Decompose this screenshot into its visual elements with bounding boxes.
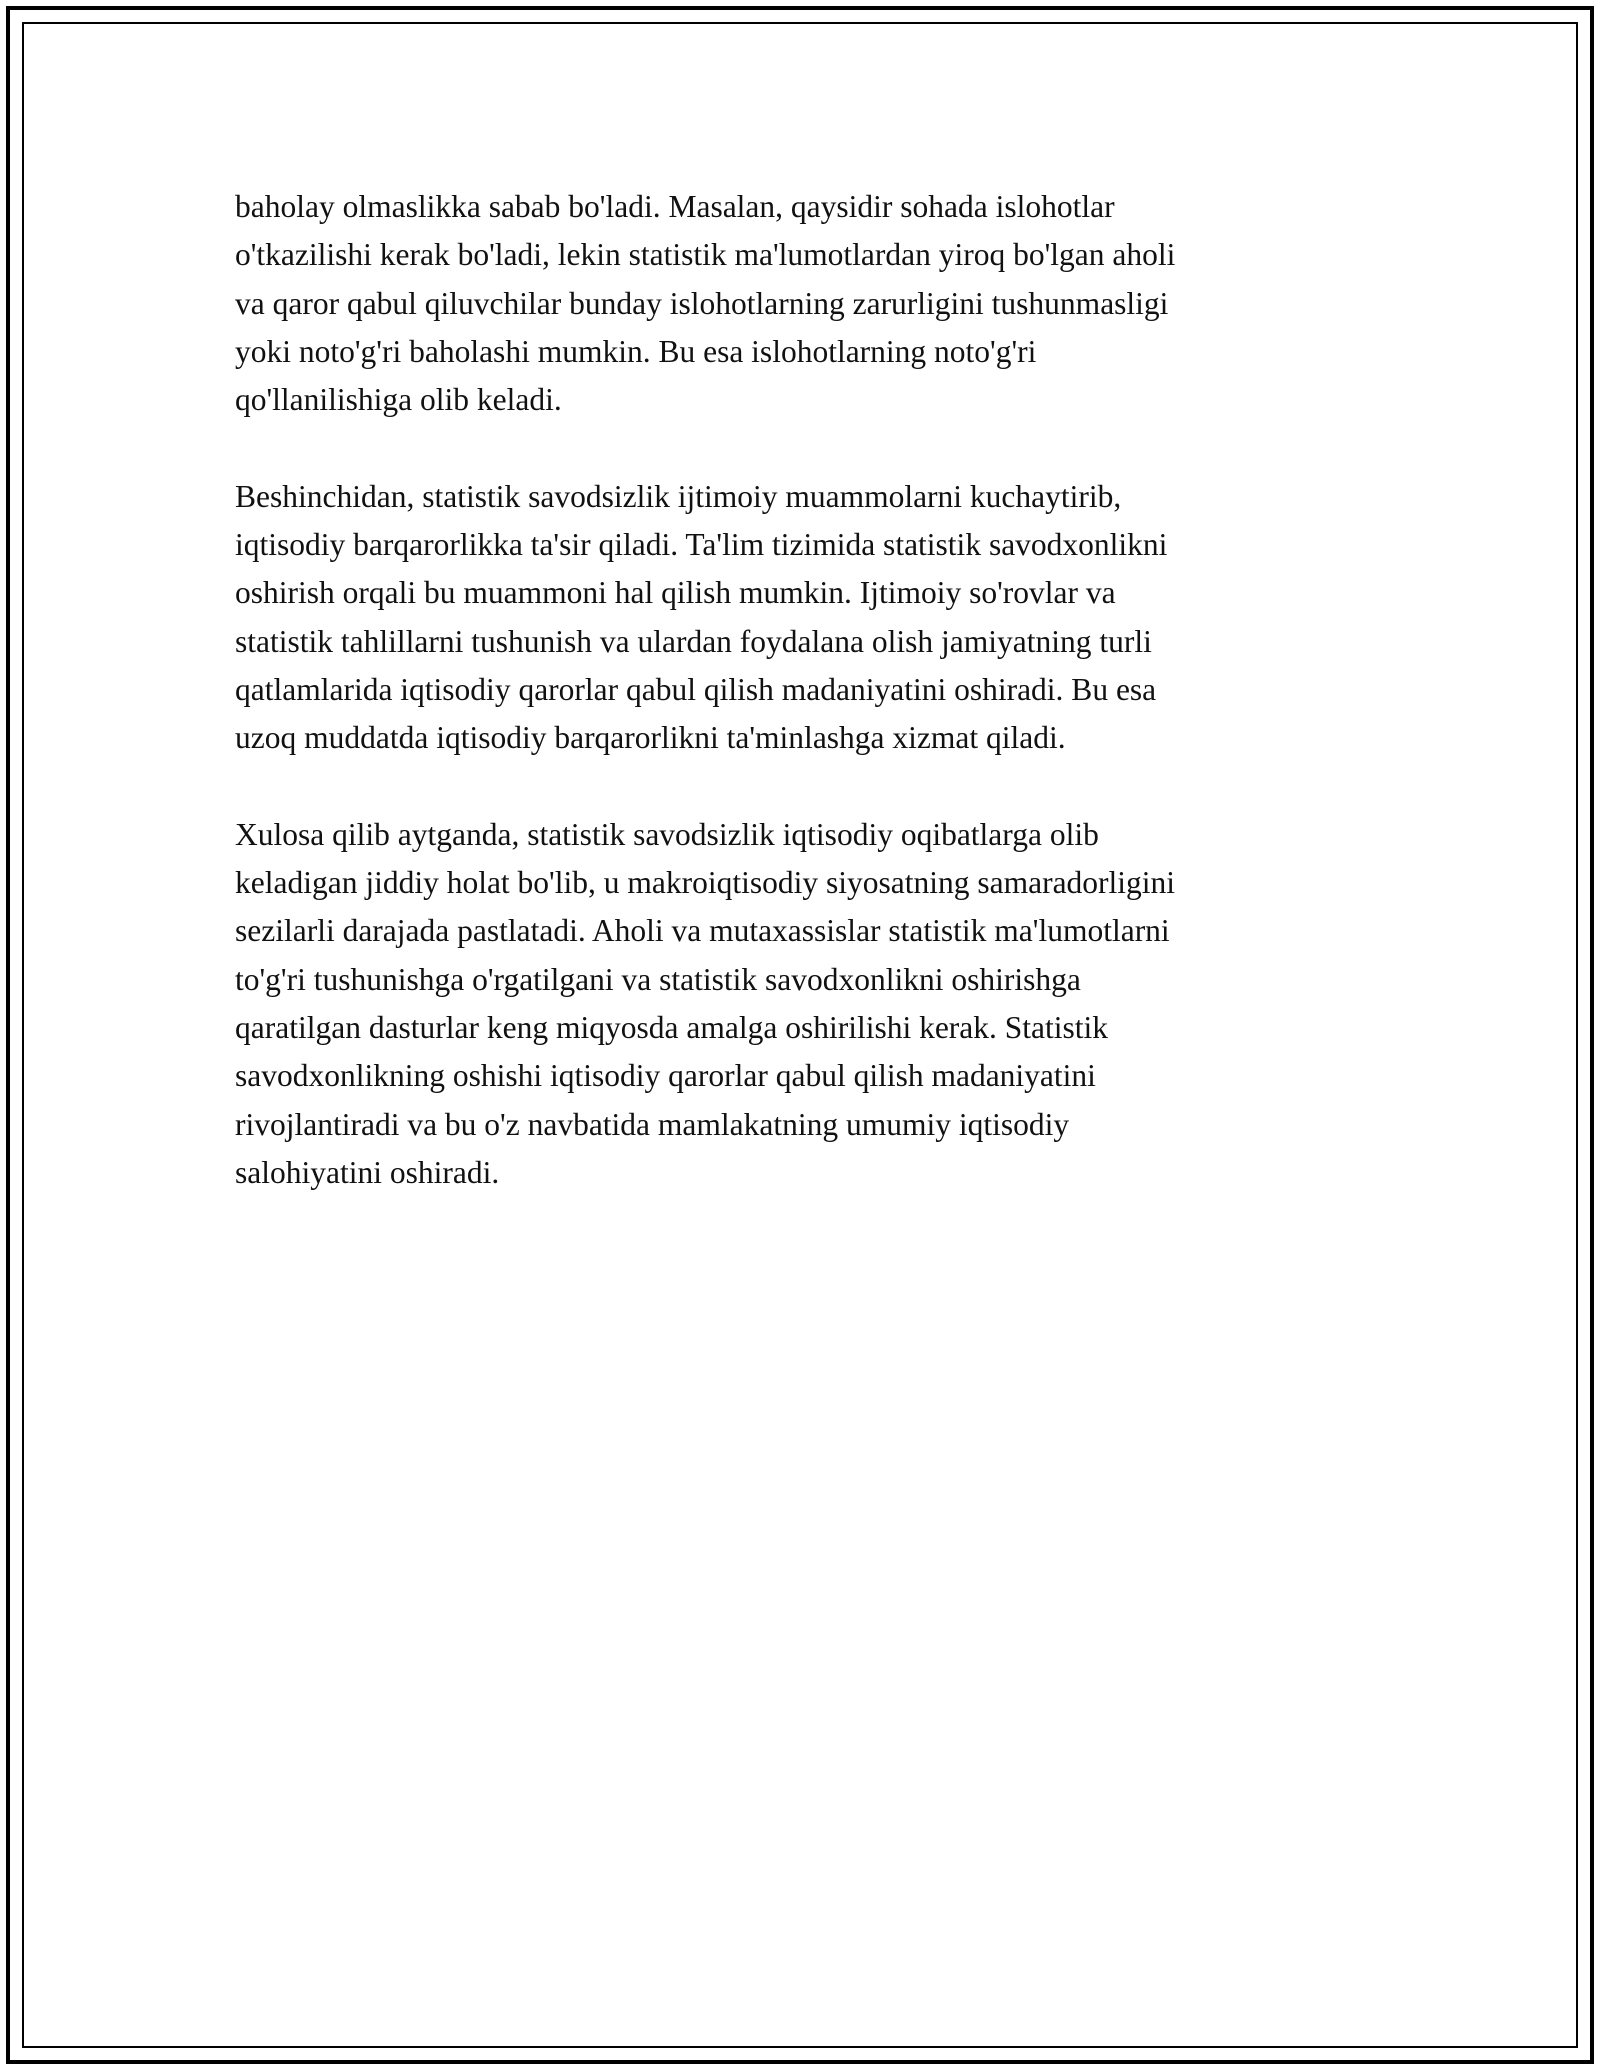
text-line: qo'llanilishiga olib keladi. (235, 382, 562, 418)
text-line: iqtisodiy barqarorlikka ta'sir qiladi. Ta'lim tizimida statistik savodxonlikni (235, 527, 1168, 563)
text-line: keladigan jiddiy holat bo'lib, u makroiqtisodiy siyosatning samaradorligini (235, 865, 1176, 901)
text-line: va qaror qabul qiluvchilar bunday islohotlarning zarurligini tushunmasligi (235, 285, 1169, 321)
text-line: Beshinchidan, statistik savodsizlik ijtimoiy muammolarni kuchaytirib, (235, 478, 1122, 514)
text-line: salohiyatini oshiradi. (235, 1154, 500, 1190)
paragraph-2 (235, 473, 1345, 763)
text-line: Xulosa qilib aytganda, statistik savodsizlik iqtisodiy oqibatlarga olib (235, 816, 1099, 852)
document-body (235, 183, 1345, 1246)
text-line: uzoq muddatda iqtisodiy barqarorlikni ta'minlashga xizmat qiladi. (235, 720, 1066, 756)
paragraph-1 (235, 183, 1345, 424)
text-line: yoki noto'g'ri baholashi mumkin. Bu esa islohotlarning noto'g'ri (235, 333, 1037, 369)
text-line: savodxonlikning oshishi iqtisodiy qarorlar qabul qilish madaniyatini (235, 1058, 1096, 1094)
text-line: statistik tahlillarni tushunish va ulardan foydalana olish jamiyatning turli (235, 623, 1152, 659)
text-line: to'g'ri tushunishga o'rgatilgani va statistik savodxonlikni oshirishga (235, 961, 1081, 997)
text-line: rivojlantiradi va bu o'z navbatida mamlakatning umumiy iqtisodiy (235, 1106, 1070, 1142)
text-line: qaratilgan dasturlar keng miqyosda amalga oshirilishi kerak. Statistik (235, 1010, 1109, 1046)
text-line: baholay olmaslikka sabab bo'ladi. Masalan, qaysidir sohada islohotlar (235, 189, 1115, 224)
text-line: qatlamlarida iqtisodiy qarorlar qabul qilish madaniyatini oshiradi. Bu esa (235, 671, 1157, 707)
paragraph-3 (235, 811, 1345, 1197)
text-line: sezilarli darajada pastlatadi. Aholi va mutaxassislar statistik ma'lumotlarni (235, 913, 1170, 949)
text-line: o'tkazilishi kerak bo'ladi, lekin statistik ma'lumotlardan yiroq bo'lgan aholi (235, 237, 1176, 273)
text-line: oshirish orqali bu muammoni hal qilish mumkin. Ijtimoiy so'rovlar va (235, 575, 1116, 611)
